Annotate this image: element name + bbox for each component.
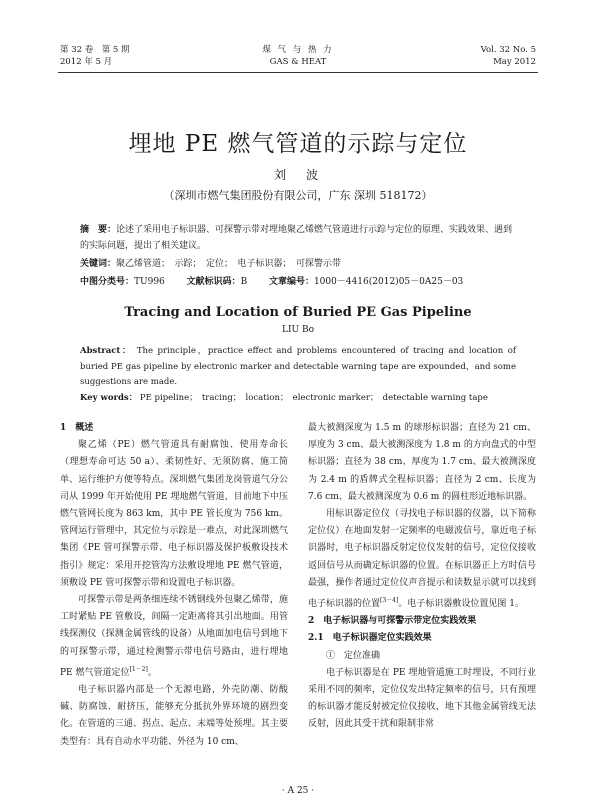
journal-volume-en: [481, 44, 536, 68]
section-2-heading: 2 电子标识器与可探警示带定位实践效果: [308, 616, 477, 627]
english-author: LIU Bo: [281, 325, 314, 335]
english-keywords-label: Key words：: [80, 393, 138, 403]
paper-title: 埋地 PE 燃气管道的示踪与定位: [128, 131, 468, 157]
abstract-cn: [80, 222, 516, 254]
article-no-label: 文章编号：: [268, 277, 314, 287]
abstract-label: 摘 要：: [80, 225, 117, 235]
author-name: 刘 波: [273, 168, 322, 182]
classification-line: [80, 274, 516, 290]
body-paragraph: [60, 592, 288, 682]
english-abstract-label: Abstract：: [80, 346, 133, 356]
paragraph-text-end: 。: [147, 667, 157, 678]
doc-code-label: 文献标识码：: [186, 277, 241, 287]
volume-issue-en: Vol. 32 No. 5: [480, 45, 536, 55]
header-rule: [58, 72, 538, 73]
journal-name-en: GAS & HEAT: [269, 57, 327, 67]
right-column: [308, 420, 536, 734]
page-number: · A 25 ·: [281, 786, 315, 796]
paragraph-text: 用标识器定位仪（寻找电子标识器的仪器，以下简称定位仪）在地面发射一定频率的电磁波信号，靠近电子标识器时，电子标识器反射定位仪发射的信号，定位仪接收返回信号从而确定标识器的位置。在标识器正上方时信号最强，操作者通过定位仪声音提示和读数显示就可以找到电子标识器的位置: [308, 509, 536, 610]
left-column: [60, 420, 288, 751]
subsection-heading: ① 定位准确: [326, 650, 381, 661]
body-paragraph: 最大被测深度为 1.5 m 的球形标识器；直径为 21 cm、厚度为 3 cm、最大被测深度为 1.8 m 的方向盘式的中型标识器；直径为 38 cm、厚度为 1.7 cm、最大被测深度为 2.4 m 的盾牌式全程标识器；直径为 2 cm、长度为 7.6 cm、最大被测深度为 0.6 m 的圆柱形近地标识器。: [308, 423, 536, 502]
volume-issue: 第 32 卷 第 5 期: [60, 45, 130, 55]
section-2-1-heading: 2.1 电子标识器定位实践效果: [308, 633, 432, 644]
body-paragraph: [308, 506, 536, 613]
english-keywords: [80, 391, 516, 406]
article-no-value: 1000－4416(2012)05－0A25－03: [313, 277, 464, 287]
paragraph-text: 可探警示带是两条细连续不锈钢线外包聚乙烯带，施工时紧贴 PE 管敷设，间隔一定距离将其引出地面。用管线探测仪（探测金属管线的设备）从地面加电信号到地下的可探警示带，通过检测警示带电信号路由，进行埋地 PE 燃气管道定位: [60, 595, 288, 678]
body-paragraph: 聚乙烯（PE）燃气管道具有耐腐蚀、使用寿命长（理想寿命可达 50 a）、柔韧性好、无须防腐、施工简单、运行维护方便等特点。深圳燃气集团龙岗管道气分公司从 1999 年开始使用 PE 埋地燃气管道，目前地下中压燃气管网长度为 863 km，其中 PE 管长度为 756 km。管网运行管理中，其定位与示踪是一难点，对此深圳燃气集团《PE 管可探警示带、电子标识器及保护板敷设技术指引》规定：采用开挖管沟方法敷设埋地 PE 燃气管道，须敷设 PE 管可探警示带和设置电子标识器。: [60, 440, 288, 588]
citation-ref: [3－4]: [380, 597, 399, 605]
english-abstract: [80, 344, 516, 391]
english-title: Tracing and Location of Buried PE Gas Pipeline: [124, 305, 472, 320]
paragraph-text-end: 。电子标识器敷设位置见图 1。: [398, 599, 524, 610]
keywords-label: 关键词：: [80, 259, 117, 269]
issue-date-en: May 2012: [493, 57, 536, 67]
keywords-text: 聚乙烯管道； 示踪； 定位； 电子标识器； 可探警示带: [116, 259, 342, 269]
doc-code-value: B: [240, 277, 248, 287]
clc-value: TU996: [134, 277, 165, 287]
abstract-text: 论述了采用电子标识器、可探警示带对埋地聚乙烯燃气管道进行示踪与定位的原理、实践效果、遇到的实际问题，提出了相关建议。: [80, 225, 513, 251]
keywords-cn: [80, 256, 516, 272]
english-abstract-text: The principle，practice effect and problems encountered of tracing and location of buried PE gas pipeline by electronic marker and detectable warning tape are expounded，and some suggestions are made.: [80, 346, 516, 387]
author-affiliation: （深圳市燃气集团股份有限公司，广东 深圳 518172）: [163, 189, 433, 202]
issue-date: 2012 年 5 月: [60, 57, 113, 67]
journal-name-cn: 煤 气 与 热 力: [262, 45, 334, 55]
citation-ref: [1－2]: [129, 665, 148, 673]
section-1-heading: 1 概述: [60, 423, 94, 433]
clc-label: 中图分类号：: [80, 277, 135, 287]
english-keywords-text: PE pipeline； tracing； location； electronic marker； detectable warning tape: [139, 393, 488, 403]
body-paragraph: 电子标识器是在 PE 埋地管道施工时埋设，不同行业采用不同的频率，定位仪发出特定频率的信号，只有预埋的标识器才能反射被定位仪接收，地下其他金属管线无法反射，因此其受干扰和限制非常: [308, 667, 536, 730]
body-paragraph: 电子标识器内部是一个无源电路，外壳防潮、防酸碱、防腐蚀、耐挤压，能够充分抵抗外界环境的剧烈变化。在管道的三通、拐点、起点、末端等处预埋。其主要类型有：具有自动水平功能、外径为 10 cm、: [60, 685, 288, 747]
